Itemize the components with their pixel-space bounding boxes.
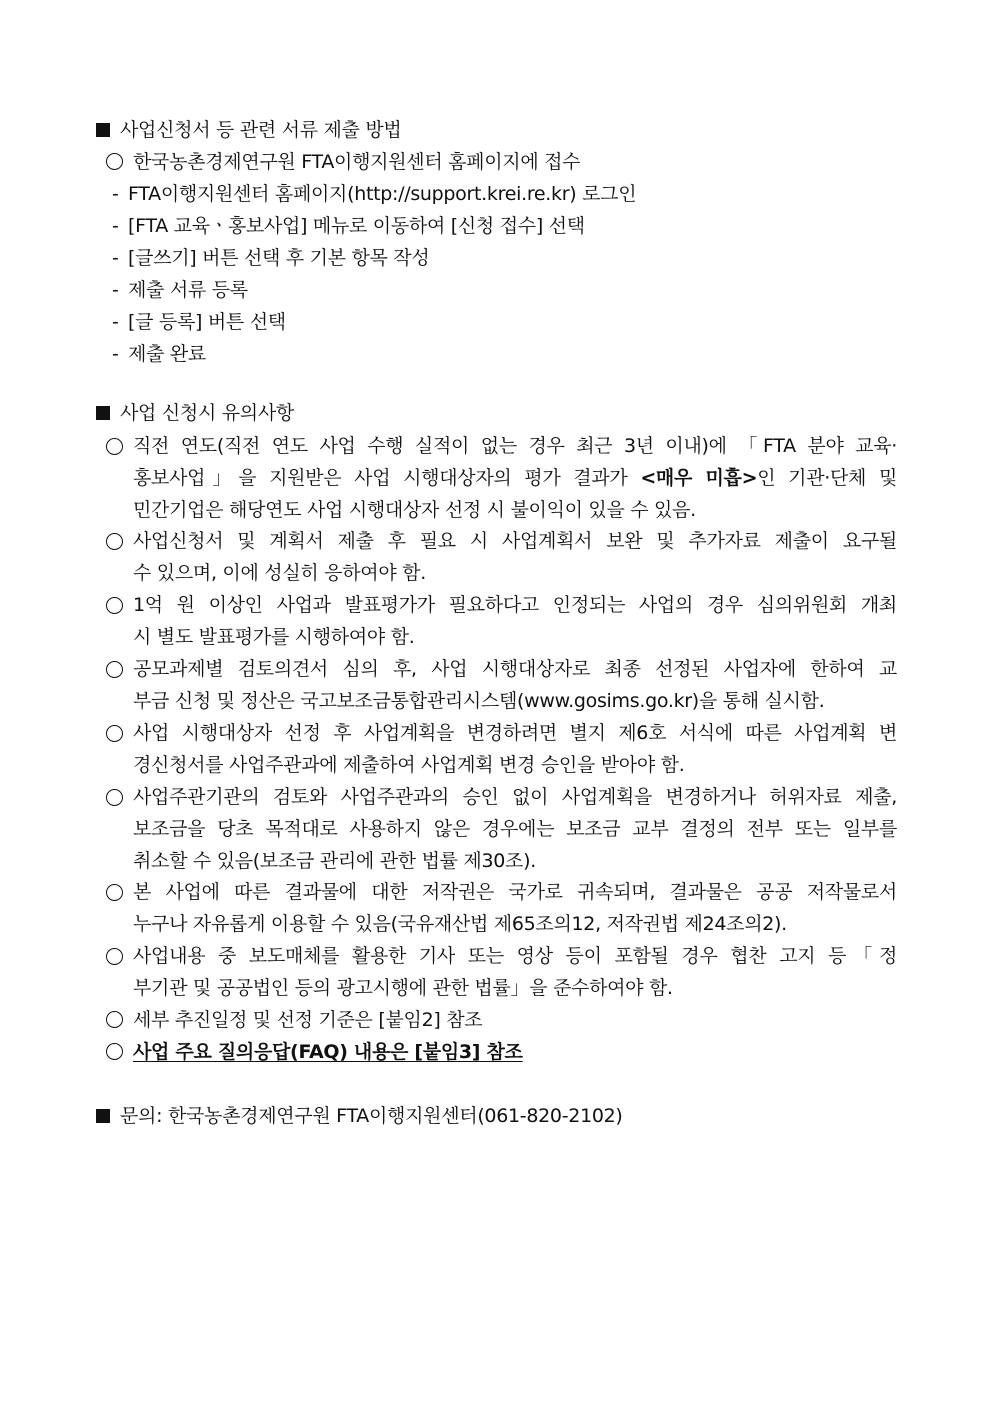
circle-bullet-icon <box>106 661 123 678</box>
submission-step: - 제출 서류 등록 <box>112 279 248 301</box>
faq-reference: 사업 주요 질의응답(FAQ) 내용은 [붙임3] 참조 <box>133 1041 523 1063</box>
note-5-line-1: 사업 시행대상자 선정 후 사업계획을 변경하려면 별지 제6호 서식에 따른 사업계획 변 <box>133 722 897 744</box>
note-8-line-1: 사업내용 중 보도매체를 활용한 기사 또는 영상 등이 포함될 경우 협찬 고지 등「정 <box>133 945 897 967</box>
note-4-line-2: 부금 신청 및 정산은 국고보조금통합관리시스템(www.gosims.go.kr)을 통해 실시함. <box>133 690 825 712</box>
note-3-line-1: 1억 원 이상인 사업과 발표평가가 필요하다고 인정되는 사업의 경우 심의위원회 개최 <box>133 594 897 616</box>
note-9: 세부 추진일정 및 선정 기준은 [붙임2] 참조 <box>106 1008 482 1032</box>
circle-bullet-icon <box>106 153 123 170</box>
note-7-line-1: 본 사업에 따른 결과물에 대한 저작권은 국가로 귀속되며, 결과물은 공공 저작물로서 <box>133 881 897 903</box>
note-6-line-1: 사업주관기관의 검토와 사업주관과의 승인 없이 사업계획을 변경하거나 허위자료 제출, <box>133 786 897 808</box>
note-8-line-2: 부기관 및 공공법인 등의 광고시행에 관한 법률」을 준수하여야 함. <box>133 977 673 999</box>
circle-bullet-icon <box>106 884 123 901</box>
submission-step: - 제출 완료 <box>112 343 206 365</box>
note-2-line-2: 수 있으며, 이에 성실히 응하여야 함. <box>133 562 426 584</box>
submission-step: - FTA이행지원센터 홈페이지(http://support.krei.re.kr) 로그인 <box>112 183 637 205</box>
note-5-line-2: 경신청서를 사업주관과에 제출하여 사업계획 변경 승인을 받아야 함. <box>133 754 685 776</box>
black-square-bullet-icon <box>96 1109 110 1123</box>
note-10 <box>106 1040 523 1064</box>
note-2-line-1: 사업신청서 및 계획서 제출 후 필요 시 사업계획서 보완 및 추가자료 제출이 요구될 <box>133 530 897 552</box>
circle-bullet-icon <box>106 1011 123 1028</box>
circle-bullet-icon <box>106 1043 123 1060</box>
submission-step: - [FTA 교육ㆍ홍보사업] 메뉴로 이동하여 [신청 접수] 선택 <box>112 215 585 237</box>
note-1-line-3: 민간기업은 해당연도 사업 시행대상자 선정 시 불이익이 있을 수 있음. <box>133 499 696 521</box>
black-square-bullet-icon <box>96 406 110 420</box>
submission-step: - [글쓰기] 버튼 선택 후 기본 항목 작성 <box>112 247 430 269</box>
submission-heading: 사업신청서 등 관련 서류 제출 방법 <box>96 118 401 142</box>
circle-bullet-icon <box>106 725 123 742</box>
submission-item: 한국농촌경제연구원 FTA이행지원센터 홈페이지에 접수 <box>106 150 580 174</box>
notes-heading: 사업 신청시 유의사항 <box>96 401 294 425</box>
circle-bullet-icon <box>106 948 123 965</box>
note-6-line-3: 취소할 수 있음(보조금 관리에 관한 법률 제30조). <box>133 850 536 872</box>
note-7-line-2: 누구나 자유롭게 이용할 수 있음(국유재산법 제65조의12, 저작권법 제24조의2). <box>133 913 787 935</box>
note-1-line-2: 홍보사업」을 지원받은 사업 시행대상자의 평가 결과가 <매우 미흡>인 기관·단체 및 <box>133 467 898 489</box>
circle-bullet-icon <box>106 533 123 550</box>
note-4-line-1: 공모과제별 검토의견서 심의 후, 사업 시행대상자로 최종 선정된 사업자에 한하여 교 <box>133 658 897 680</box>
circle-bullet-icon <box>106 438 123 455</box>
note-3-line-2: 시 별도 발표평가를 시행하여야 함. <box>133 626 415 648</box>
contact-line: 문의: 한국농촌경제연구원 FTA이행지원센터(061-820-2102) <box>96 1104 623 1128</box>
circle-bullet-icon <box>106 597 123 614</box>
note-6-line-2: 보조금을 당초 목적대로 사용하지 않은 경우에는 보조금 교부 결정의 전부 또는 일부를 <box>133 818 897 840</box>
note-1-line-1: 직전 연도(직전 연도 사업 수행 실적이 없는 경우 최근 3년 이내)에 「FTA 분야 교육· <box>133 435 897 457</box>
submission-step: - [글 등록] 버튼 선택 <box>112 311 286 333</box>
black-square-bullet-icon <box>96 123 110 137</box>
rating-highlight: <매우 미흡> <box>640 467 758 489</box>
circle-bullet-icon <box>106 789 123 806</box>
